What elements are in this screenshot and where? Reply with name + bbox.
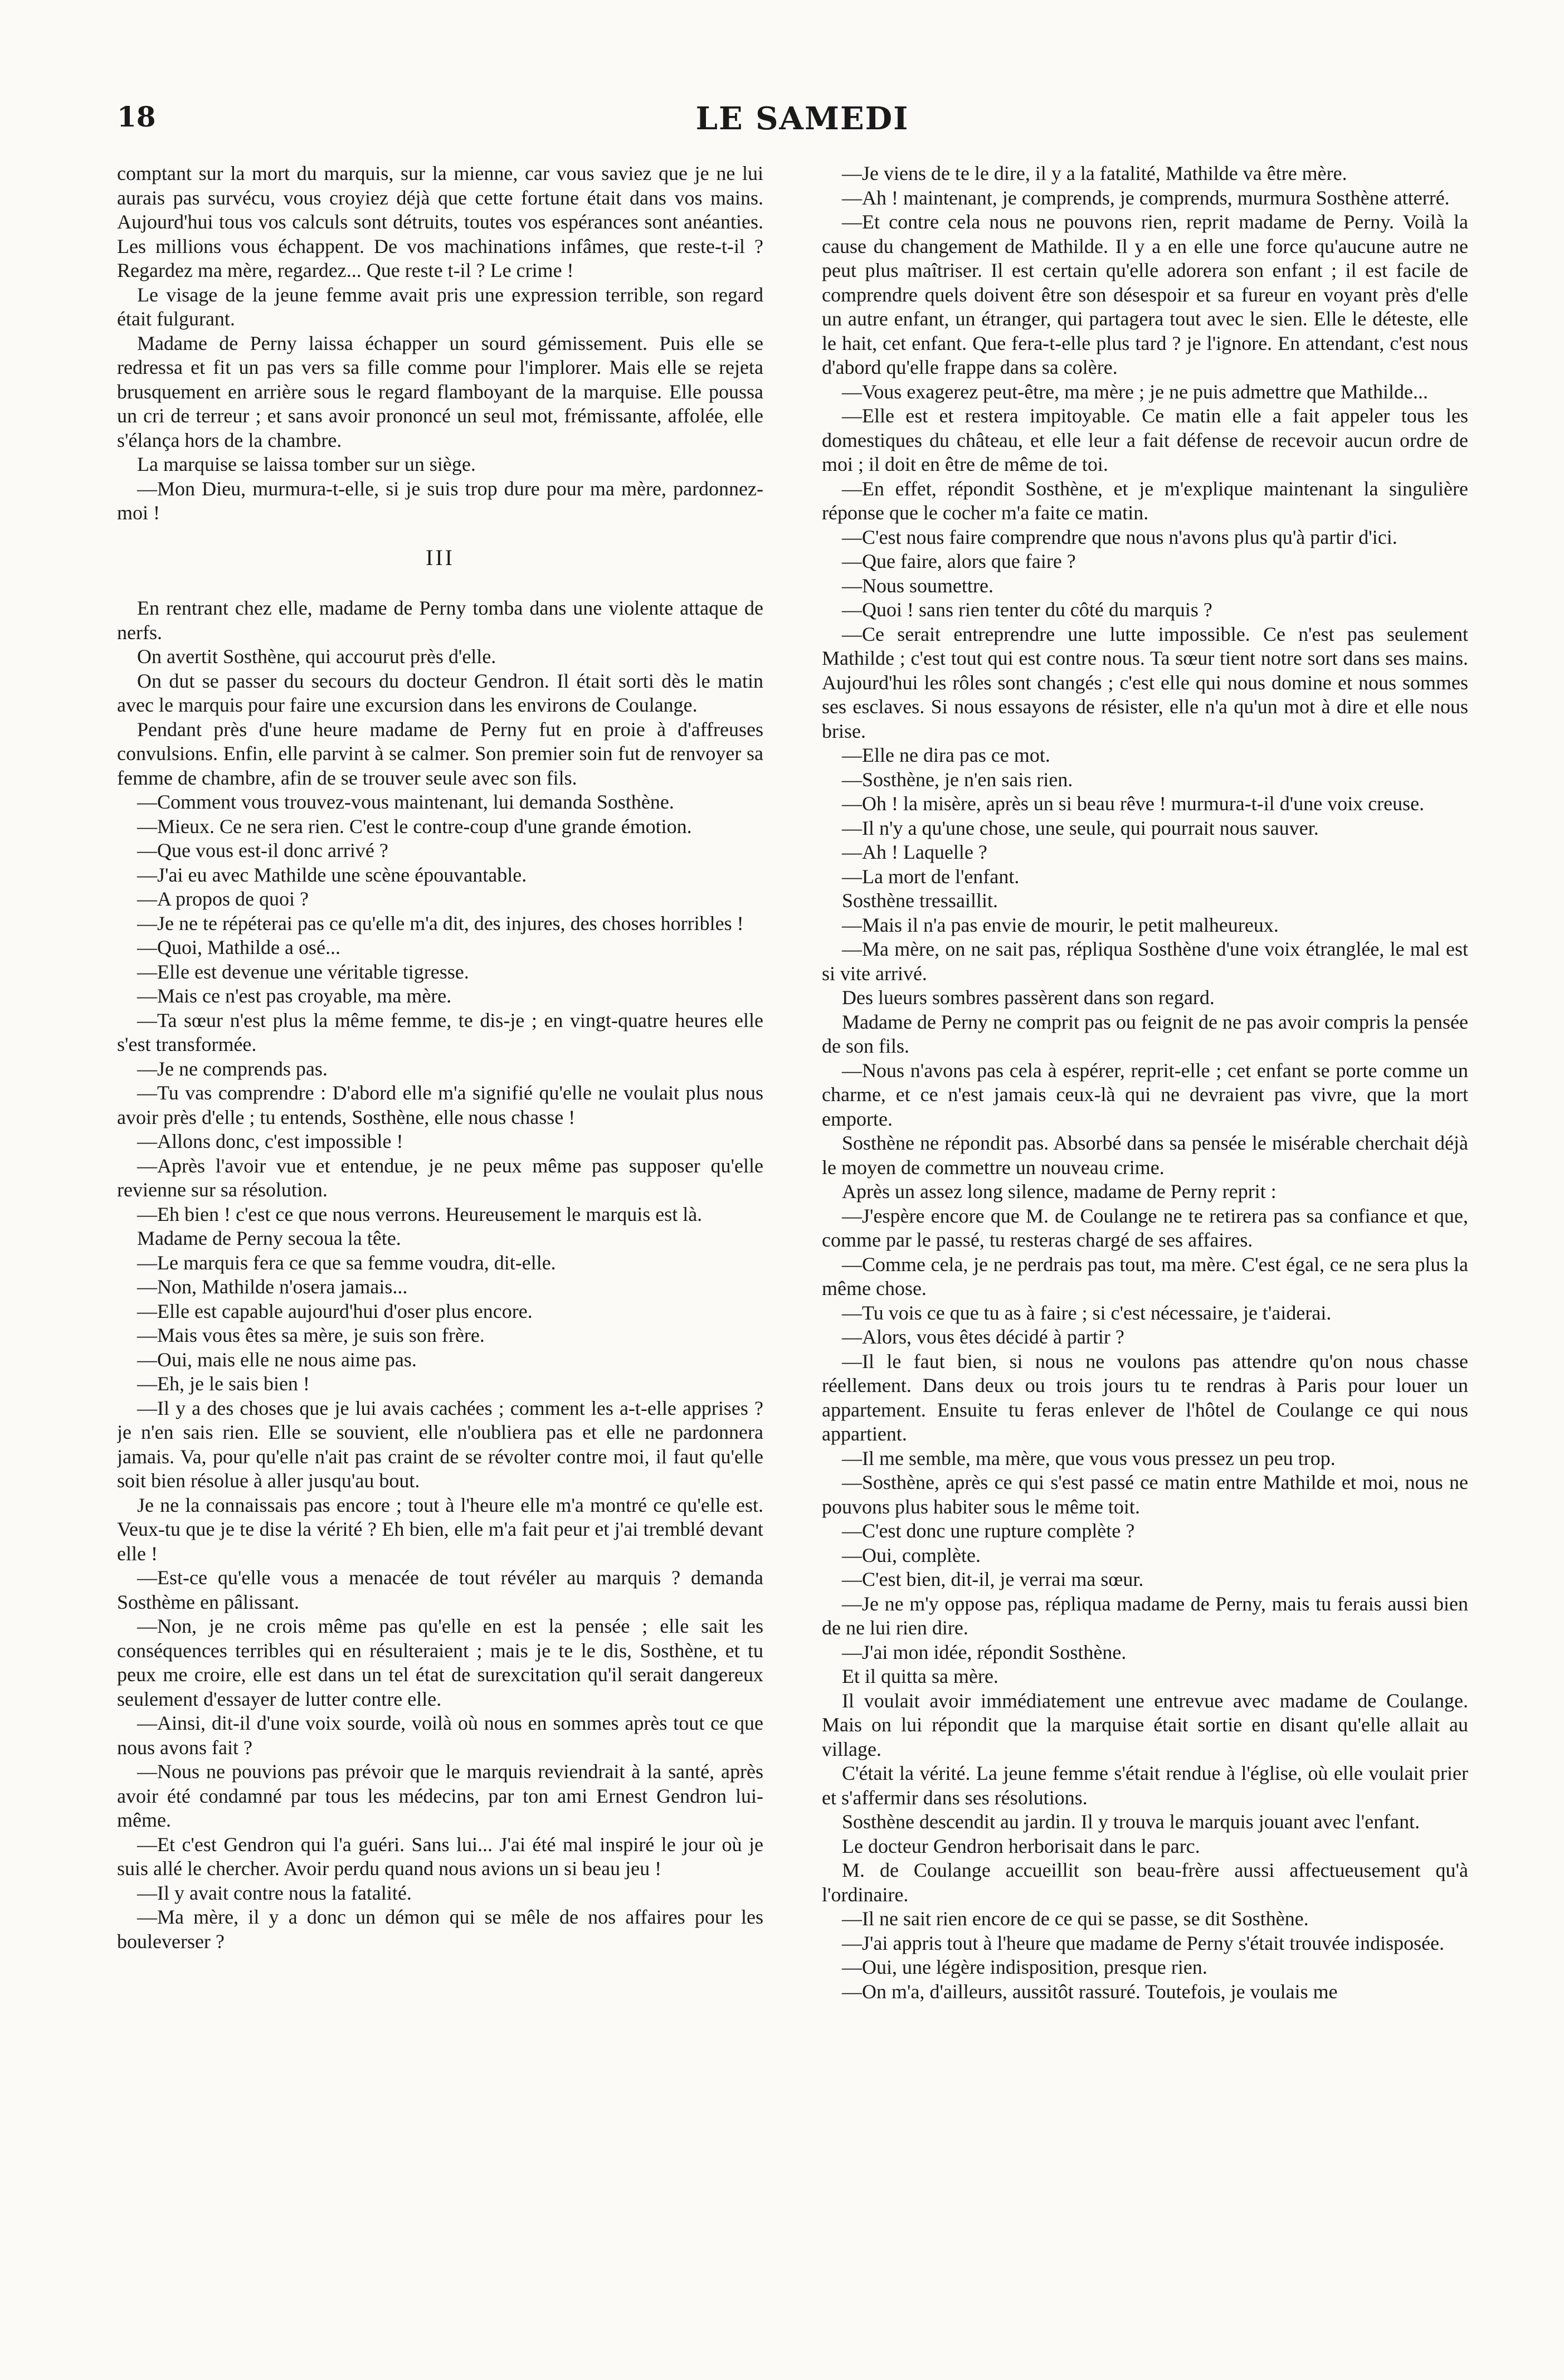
paragraph: —Ah ! maintenant, je comprends, je comprends, murmura Sosthène atterré. (842, 186, 1450, 209)
paragraph: Sosthène ne répondit pas. Absorbé dans sa pensée le misérable cherchait déjà le moyen de commettre un nouveau crime. (822, 1132, 1468, 1179)
paragraph: —Mais il n'a pas envie de mourir, le petit malheureux. (842, 913, 1279, 936)
paragraph: —Il le faut bien, si nous ne voulons pas attendre qu'on nous chasse réellement. Dans deux ou trois jours tu te rendras à Paris pour louer un appartement. Ensuite tu feras enlever de l'hôtel de Coulange ce qui nous appartient. (822, 1350, 1468, 1445)
paragraph: —Il y avait contre nous la fatalité. (137, 1881, 412, 1904)
paragraph: —Ma mère, il y a donc un démon qui se mêle de nos affaires pour les bouleverser ? (117, 1906, 763, 1953)
paragraph: —Ah ! Laquelle ? (842, 841, 987, 863)
paragraph: —Nous ne pouvions pas prévoir que le marquis reviendrait à la santé, après avoir été condamné par tous les médecins, par ton ami Ernest Gendron lui-même. (117, 1760, 763, 1831)
paragraph: Des lueurs sombres passèrent dans son regard. (842, 986, 1215, 1009)
paragraph: —Mieux. Ce ne sera rien. C'est le contre-coup d'une grande émotion. (137, 815, 692, 838)
paragraph: —Quoi, Mathilde a osé... (137, 936, 340, 958)
paragraph: —Après l'avoir vue et entendue, je ne peux même pas supposer qu'elle revienne sur sa résolution. (117, 1154, 763, 1201)
paragraph: Madame de Perny ne comprit pas ou feignit de ne pas avoir compris la pensée de son fils. (822, 1010, 1468, 1057)
paragraph: On avertit Sosthène, qui accourut près d'elle. (137, 645, 496, 668)
paragraph: —Que faire, alors que faire ? (842, 550, 1076, 572)
paragraph: —C'est donc une rupture complète ? (842, 1520, 1135, 1542)
paragraph: —Tu vas comprendre : D'abord elle m'a signifié qu'elle ne voulait plus nous avoir près d'elle ; tu entends, Sosthène, elle nous chasse ! (117, 1082, 763, 1128)
paragraph: —Oui, mais elle ne nous aime pas. (137, 1348, 417, 1371)
paragraph: —Quoi ! sans rien tenter du côté du marquis ? (842, 598, 1212, 621)
paragraph: Il voulait avoir immédiatement une entrevue avec madame de Coulange. Mais on lui répondit que la marquise était sortie en disant qu'elle allait au village. (822, 1689, 1468, 1760)
paragraph: C'était la vérité. La jeune femme s'était rendue à l'église, où elle voulait prier et s'affermir dans ses résolutions. (822, 1762, 1468, 1809)
paragraph: —Oui, complète. (842, 1544, 981, 1566)
paragraph: —On m'a, d'ailleurs, aussitôt rassuré. Toutefois, je voulais me (842, 1980, 1338, 2003)
right-column (822, 162, 1468, 2269)
paragraph: —Je ne m'y oppose pas, répliqua madame de Perny, mais tu ferais aussi bien de ne lui rien dire. (822, 1592, 1468, 1639)
paragraph: —En effet, répondit Sosthène, et je m'explique maintenant la singulière réponse que le cocher m'a faite ce matin. (822, 477, 1468, 524)
paragraph: —Et contre cela nous ne pouvons rien, reprit madame de Perny. Voilà la cause du changement de Mathilde. Il y a en elle une force qu'aucune autre ne peut plus maîtriser. Il est certain qu'elle adorera son enfant ; il est facile de comprendre quels doivent être son désespoir et sa fureur en voyant près d'elle un autre enfant, un étranger, qui partagera tout avec le sien. Elle le déteste, elle le hait, cet enfant. Que fera-t-elle plus tard ? je l'ignore. En attendant, c'est nous d'abord qu'elle frappe dans sa colère. (822, 211, 1468, 378)
section-heading: III (426, 544, 455, 570)
paragraph: On dut se passer du secours du docteur Gendron. Il était sorti dès le matin avec le marquis pour faire une excursion dans les environs de Coulange. (117, 669, 763, 716)
paragraph: —Elle est et restera impitoyable. Ce matin elle a fait appeler tous les domestiques du château, et elle leur a fait défense de recevoir aucun ordre de moi ; il doit en être de même de toi. (822, 405, 1468, 475)
paragraph: —Oh ! la misère, après un si beau rêve ! murmura-t-il d'une voix creuse. (842, 792, 1425, 815)
paragraph: —Ma mère, on ne sait pas, répliqua Sosthène d'une voix étranglée, le mal est si vite arrivé. (822, 938, 1468, 985)
paragraph: Après un assez long silence, madame de Perny reprit : (842, 1180, 1276, 1203)
paragraph: Je ne la connaissais pas encore ; tout à l'heure elle m'a montré ce qu'elle est. Veux-tu que je te dise la vérité ? Eh bien, elle m'a fait peur et j'ai tremblé devant elle ! (117, 1493, 763, 1565)
paragraph: —Non, je ne crois même pas qu'elle en est la pensée ; elle sait les conséquences terribles qui en résulteraient ; mais je te le dis, Sosthène, et tu peux me croire, elle est dans un tel état de surexcitation qu'il serait dangereux seulement d'essayer de lutter contre elle. (117, 1615, 763, 1710)
paragraph: En rentrant chez elle, madame de Perny tomba dans une violente attaque de nerfs. (117, 597, 763, 644)
paragraph: —Il me semble, ma mère, que vous vous pressez un peu trop. (842, 1447, 1336, 1469)
paragraph: comptant sur la mort du marquis, sur la mienne, car vous saviez que je ne lui aurais pas survécu, vous croyiez déjà que cette fortune était dans vos mains. Aujourd'hui tous vos calculs sont détruits, toutes vos espérances sont anéanties. Les millions vous échappent. De vos machinations infâmes, que reste-t-il ? Regardez ma mère, regardez... Que reste t-il ? Le crime ! (117, 162, 763, 281)
paragraph: —Il ne sait rien encore de ce qui se passe, se dit Sosthène. (842, 1907, 1309, 1930)
paragraph: —J'espère encore que M. de Coulange ne te retirera pas sa confiance et que, comme par le passé, tu resteras chargé de ses affaires. (822, 1204, 1468, 1251)
paragraph: —La mort de l'enfant. (842, 865, 1020, 888)
journal-title: LE SAMEDI (695, 100, 909, 137)
paragraph: —Alors, vous êtes décidé à partir ? (842, 1326, 1124, 1348)
paragraph: Madame de Perny secoua la tête. (137, 1227, 401, 1249)
paragraph: —Ainsi, dit-il d'une voix sourde, voilà où nous en sommes après tout ce que nous avons fait ? (117, 1712, 763, 1759)
paragraph: —Eh, je le sais bien ! (137, 1372, 310, 1395)
paragraph: La marquise se laissa tomber sur un siège. (137, 453, 476, 475)
paragraph: —A propos de quoi ? (137, 888, 309, 910)
paragraph: Sosthène tressaillit. (842, 889, 998, 912)
left-column (117, 162, 763, 2269)
paragraph: Le docteur Gendron herborisait dans le parc. (842, 1834, 1200, 1857)
paragraph: —Allons donc, c'est impossible ! (137, 1130, 403, 1152)
paragraph: —Je viens de te le dire, il y a la fatalité, Mathilde va être mère. (842, 162, 1347, 184)
paragraph: —J'ai eu avec Mathilde une scène épouvantable. (137, 863, 527, 886)
paragraph: —Mais vous êtes sa mère, je suis son frère. (137, 1324, 485, 1346)
paragraph: —Ce serait entreprendre une lutte impossible. Ce n'est pas seulement Mathilde ; c'est tout qui est contre nous. Ta sœur tient notre sort dans ses mains. Aujourd'hui les rôles sont changés ; c'est elle qui nous domine et nous sommes ses esclaves. Si nous essayons de résister, elle n'a qu'un mot à dire et elle nous brise. (822, 622, 1468, 742)
paragraph: Pendant près d'une heure madame de Perny fut en proie à d'affreuses convulsions. Enfin, elle parvint à se calmer. Son premier soin fut de renvoyer sa femme de chambre, afin de se trouver seule avec son fils. (117, 718, 763, 789)
paragraph: Le visage de la jeune femme avait pris une expression terrible, son regard était fulgurant. (117, 283, 763, 330)
paragraph: —Sosthène, après ce qui s'est passé ce matin entre Mathilde et moi, nous ne pouvons plus habiter sous le même toit. (822, 1471, 1468, 1518)
paragraph: —Vous exagerez peut-être, ma mère ; je ne puis admettre que Mathilde... (842, 380, 1428, 403)
paragraph: —Sosthène, je n'en sais rien. (842, 768, 1073, 791)
paragraph: —Ta sœur n'est plus la même femme, te dis-je ; en vingt-quatre heures elle s'est transformée. (117, 1009, 763, 1055)
paragraph: —Oui, une légère indisposition, presque rien. (842, 1956, 1207, 1978)
paragraph: —Que vous est-il donc arrivé ? (137, 839, 388, 862)
paragraph: —J'ai mon idée, répondit Sosthène. (842, 1641, 1127, 1663)
paragraph: —Elle est devenue une véritable tigresse. (137, 960, 469, 983)
paragraph: —Je ne te répéterai pas ce qu'elle m'a dit, des injures, des choses horribles ! (137, 912, 744, 935)
paragraph: —Mais ce n'est pas croyable, ma mère. (137, 985, 452, 1007)
paragraph: —J'ai appris tout à l'heure que madame de Perny s'était trouvée indisposée. (842, 1931, 1445, 1954)
paragraph: —Elle ne dira pas ce mot. (842, 744, 1050, 766)
paragraph: —Eh bien ! c'est ce que nous verrons. Heureusement le marquis est là. (137, 1203, 703, 1225)
paragraph: —Elle est capable aujourd'hui d'oser plus encore. (137, 1299, 533, 1322)
running-head (117, 100, 1488, 145)
paragraph: —Comment vous trouvez-vous maintenant, lui demanda Sosthène. (137, 791, 674, 813)
paragraph: —Tu vois ce que tu as à faire ; si c'est nécessaire, je t'aiderai. (842, 1301, 1332, 1324)
paragraph: —C'est bien, dit-il, je verrai ma sœur. (842, 1568, 1144, 1590)
paragraph: —Il y a des choses que je lui avais cachées ; comment les a-t-elle apprises ? je n'en sais rien. Elle se souvient, elle n'oubliera pas et elle ne pardonnera jamais. Va, pour qu'elle n'ait pas craint de se révolter contre moi, il faut qu'elle soit bien résolue à aller jusqu'au bout. (117, 1396, 763, 1492)
paragraph: Madame de Perny laissa échapper un sourd gémissement. Puis elle se redressa et fit un pas vers sa fille comme pour l'implorer. Mais elle se rejeta brusquement en arrière sous le regard flamboyant de la marquise. Elle poussa un cri de terreur ; et sans avoir prononcé un seul mot, frémissante, affolée, elle s'élança hors de la chambre. (117, 332, 763, 451)
paragraph: —Comme cela, je ne perdrais pas tout, ma mère. C'est égal, ce ne sera plus la même chose. (822, 1253, 1468, 1299)
paragraph: —Non, Mathilde n'osera jamais... (137, 1276, 408, 1298)
paragraph: —Mon Dieu, murmura-t-elle, si je suis trop dure pour ma mère, pardonnez-moi ! (117, 477, 763, 524)
paragraph: —Et c'est Gendron qui l'a guéri. Sans lui... J'ai été mal inspiré le jour où je suis allé le chercher. Avoir perdu quand nous avions un si beau jeu ! (117, 1833, 763, 1880)
paragraph: —Nous soumettre. (842, 574, 993, 597)
paragraph: —Je ne comprends pas. (137, 1057, 328, 1080)
paragraph: —Il n'y a qu'une chose, une seule, qui pourrait nous sauver. (842, 816, 1319, 839)
page-number: 18 (117, 100, 156, 133)
paragraph: —Nous n'avons pas cela à espérer, reprit-elle ; cet enfant se porte comme un charme, et ce n'est jamais ceux-là qui ne devraient pas vivre, que la mort emporte. (822, 1059, 1468, 1130)
paragraph: M. de Coulange accueillit son beau-frère aussi affectueusement qu'à l'ordinaire. (822, 1859, 1468, 1906)
paragraph: —C'est nous faire comprendre que nous n'avons plus qu'à partir d'ici. (842, 525, 1397, 548)
paragraph: —Le marquis fera ce que sa femme voudra, dit-elle. (137, 1251, 556, 1274)
paragraph: —Est-ce qu'elle vous a menacée de tout révéler au marquis ? demanda Sosthème en pâlissant. (117, 1566, 763, 1613)
paragraph: Sosthène descendit au jardin. Il y trouva le marquis jouant avec l'enfant. (842, 1810, 1420, 1833)
paragraph: Et il quitta sa mère. (842, 1665, 998, 1687)
